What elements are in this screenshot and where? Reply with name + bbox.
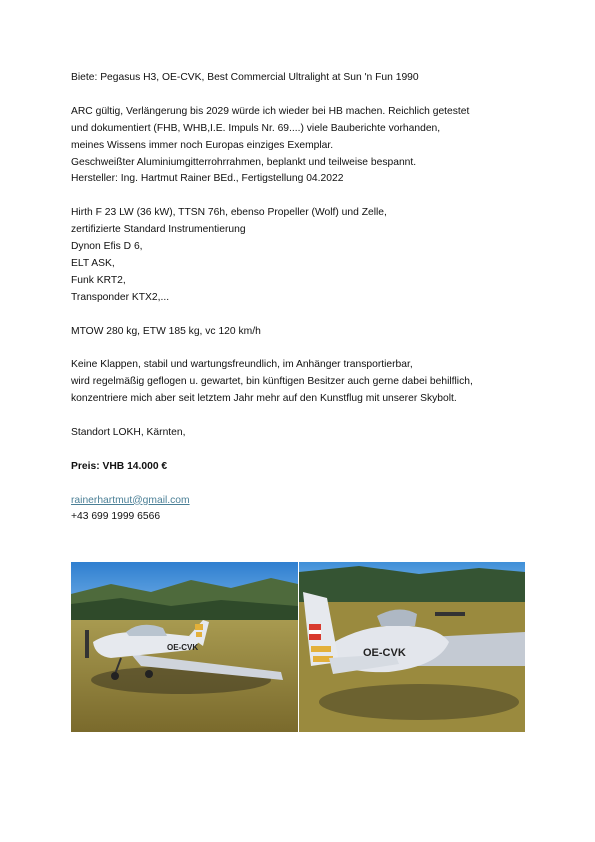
paragraph2-line: Hirth F 23 LW (36 kW), TTSN 76h, ebenso Propeller (Wolf) und Zelle,: [71, 207, 387, 219]
location-line: Standort LOKH, Kärnten,: [71, 426, 186, 438]
paragraph1-line: und dokumentiert (FHB, WHB,I.E. Impuls Nr. 69....) viele Bauberichte vorhanden,: [71, 122, 441, 134]
paragraph1-line: ARC gültig, Verlängerung bis 2029 würde ich wieder bei HB machen. Reichlich getestet: [71, 105, 470, 117]
aircraft-registration-left: OE-CVK: [167, 643, 199, 652]
paragraph2-line: Transponder KTX2,...: [71, 291, 170, 303]
specs-line: MTOW 280 kg, ETW 185 kg, vc 120 km/h: [71, 325, 261, 337]
phone-number: +43 699 1999 6566: [71, 511, 161, 523]
paragraph2-line: Dynon Efis D 6,: [71, 241, 143, 253]
aircraft-photo-right: [299, 562, 525, 732]
paragraph1-line: Geschweißter Aluminiumgitterrohrrahmen, beplankt und teilweise bespannt.: [71, 156, 417, 168]
paragraph1-line: Hersteller: Ing. Hartmut Rainer BEd., Fertigstellung 04.2022: [71, 173, 344, 185]
aircraft-photo-left: [71, 562, 298, 732]
paragraph2-line: Funk KRT2,: [71, 274, 126, 286]
aircraft-rear-view-image: [299, 562, 525, 732]
document-text: [71, 70, 551, 526]
paragraph2-line: zertifizierte Standard Instrumentierung: [71, 224, 246, 236]
email-link[interactable]: rainerhartmut@gmail.com: [71, 494, 190, 506]
paragraph3-line: konzentriere mich aber seit letztem Jahr mehr auf den Kunstflug mit unserer Skybolt.: [71, 393, 457, 405]
aircraft-side-view-image: [71, 562, 298, 732]
paragraph3-line: Keine Klappen, stabil und wartungsfreundlich, im Anhänger transportierbar,: [71, 359, 413, 371]
aircraft-registration-right: OE-CVK: [363, 647, 406, 659]
paragraph3-line: wird regelmäßig geflogen u. gewartet, bin künftigen Besitzer auch gerne dabei behilflich,: [71, 376, 473, 388]
photo-strip: [71, 562, 525, 732]
paragraph2-line: ELT ASK,: [71, 257, 115, 269]
price-line: Preis: VHB 14.000 €: [71, 460, 168, 472]
title-line: Biete: Pegasus H3, OE-CVK, Best Commercial Ultralight at Sun 'n Fun 1990: [71, 72, 419, 83]
paragraph1-line: meines Wissens immer noch Europas einziges Exemplar.: [71, 139, 334, 151]
